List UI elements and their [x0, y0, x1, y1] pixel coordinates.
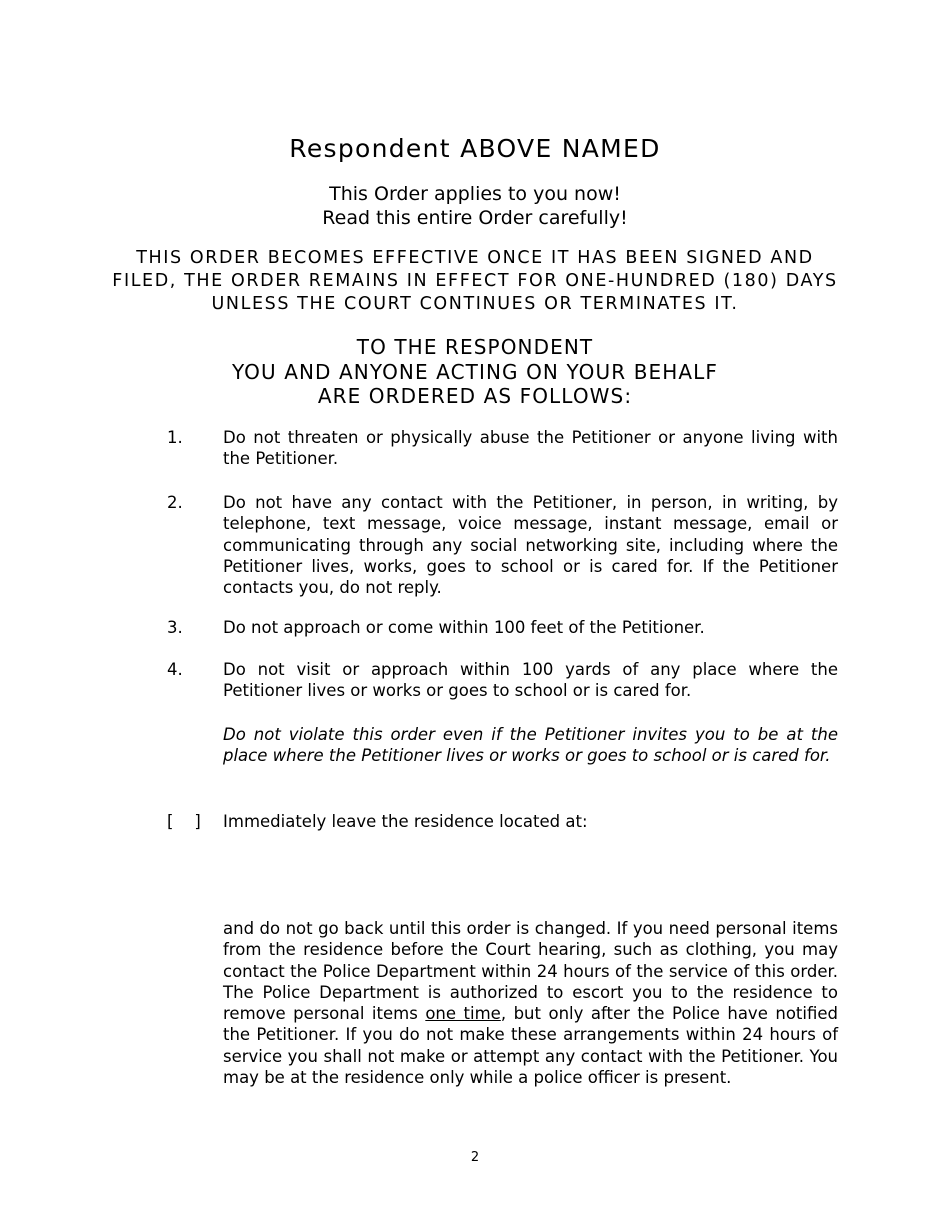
order-item-text: Do not visit or approach within 100 yards of any place where the Petitioner lives or works or goes to school or is cared for.: [223, 660, 838, 701]
order-item-number: 2.: [167, 493, 183, 512]
to-respondent-line-1: TO THE RESPONDENT: [356, 335, 594, 359]
page-number: 2: [470, 1150, 480, 1165]
to-respondent-heading: [0, 335, 950, 409]
applies-line-1: This Order applies to you now!: [329, 183, 621, 205]
order-item-text: Do not have any contact with the Petitioner, in person, in writing, by telephone, text message, voice message, instant message, email or communicating through any social networking site, including where the Petitioner lives, works, goes to school or is cared for. If the Petitioner contacts you, do not reply.: [223, 493, 838, 598]
order-item-number: 3.: [167, 618, 183, 637]
applies-notice: [0, 182, 950, 230]
order-item-text: Do not approach or come within 100 feet of the Petitioner.: [223, 618, 705, 637]
order-item-text: Do not threaten or physically abuse the Petitioner or anyone living with the Petitioner.: [223, 428, 838, 469]
details-part-1: and do not go back until this order is changed. If you need personal items from the residence before the Court hearing, such as clothing, you may contact the Police Department within 24 hours of the service of this order. The Police Department is authorized to escort you to the residence to remove personal items: [223, 919, 838, 1024]
to-respondent-line-3: ARE ORDERED AS FOLLOWS:: [317, 384, 633, 408]
invitation-warning: Do not violate this order even if the Petitioner invites you to be at the place where the Petitioner lives or works or goes to school or is cared for.: [223, 725, 838, 766]
leave-residence-text: Immediately leave the residence located at:: [223, 812, 588, 831]
one-time-emphasis: one time: [425, 1004, 501, 1024]
order-item-number: 4.: [167, 660, 183, 679]
details-part-2: , but only after the Police have notified the Petitioner. If you do not make these arrangements within 24 hours of service you shall not make or attempt any contact with the Petitioner. You may be at the residence only while a police officer is present.: [223, 1004, 838, 1088]
effective-notice: THIS ORDER BECOMES EFFECTIVE ONCE IT HAS BEEN SIGNED AND FILED, THE ORDER REMAINS IN EFFECT FOR ONE-HUNDRED (180) DAYS UNLESS THE COURT CONTINUES OR TERMINATES IT.: [112, 248, 838, 314]
leave-residence-checkbox[interactable]: [ ]: [167, 812, 201, 831]
applies-line-2: Read this entire Order carefully!: [322, 207, 628, 229]
leave-residence-details: [223, 918, 838, 1088]
order-item-number: 1.: [167, 428, 183, 447]
page-title: Respondent ABOVE NAMED: [289, 134, 661, 163]
to-respondent-line-2: YOU AND ANYONE ACTING ON YOUR BEHALF: [231, 359, 719, 384]
